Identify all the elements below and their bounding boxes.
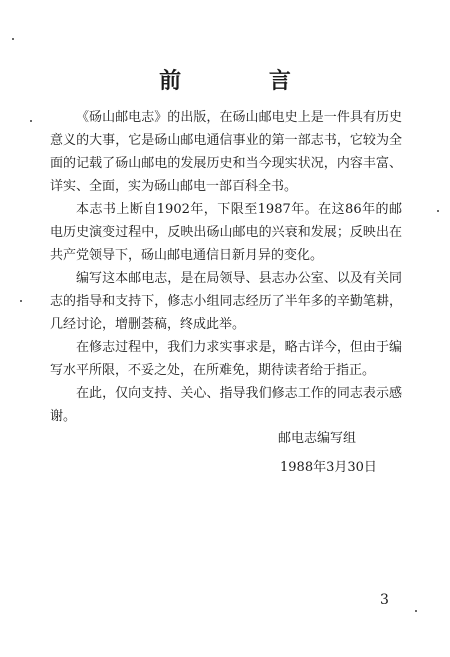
paragraph-4: 在修志过程中，我们力求实事求是，略古详今，但由于编写水平所限，不妥之处，在所难免，期待读者给于指正。 xyxy=(50,340,402,378)
scan-speck xyxy=(20,300,22,302)
page-title: 前 言 xyxy=(159,68,331,94)
signature-org: 邮电志编写组 xyxy=(278,431,357,446)
page-number: 3 xyxy=(380,592,389,608)
paragraph-3: 编写这本邮电志，是在局领导、县志办公室、以及有关同志的指导和支持下，修志小组同志经历了半年多的辛勤笔耕，几经讨论，增删荟稿，终成此举。 xyxy=(50,271,402,332)
scan-speck xyxy=(30,120,32,122)
scan-speck xyxy=(437,210,439,212)
paragraph-5: 在此，仅向支持、关心、指导我们修志工作的同志表示感谢。 xyxy=(50,386,402,424)
preface-body xyxy=(50,106,402,428)
signature-date: 1988年3月30日 xyxy=(280,460,377,475)
scan-speck xyxy=(12,38,14,40)
paragraph-1: 《砀山邮电志》的出版，在砀山邮电史上是一件具有历史意义的大事，它是砀山邮电通信事业的第一部志书，它较为全面的记载了砀山邮电的发展历史和当今现实状况，内容丰富、详实、全面，实为砀山邮电一部百科全书。 xyxy=(50,110,402,194)
paragraph-2: 本志书上断自1902年，下限至1987年。在这86年的邮电历史演变过程中，反映出砀山邮电的兴衰和发展；反映出在共产党领导下，砀山邮电通信日新月异的变化。 xyxy=(50,202,402,263)
scan-speck xyxy=(415,610,417,612)
